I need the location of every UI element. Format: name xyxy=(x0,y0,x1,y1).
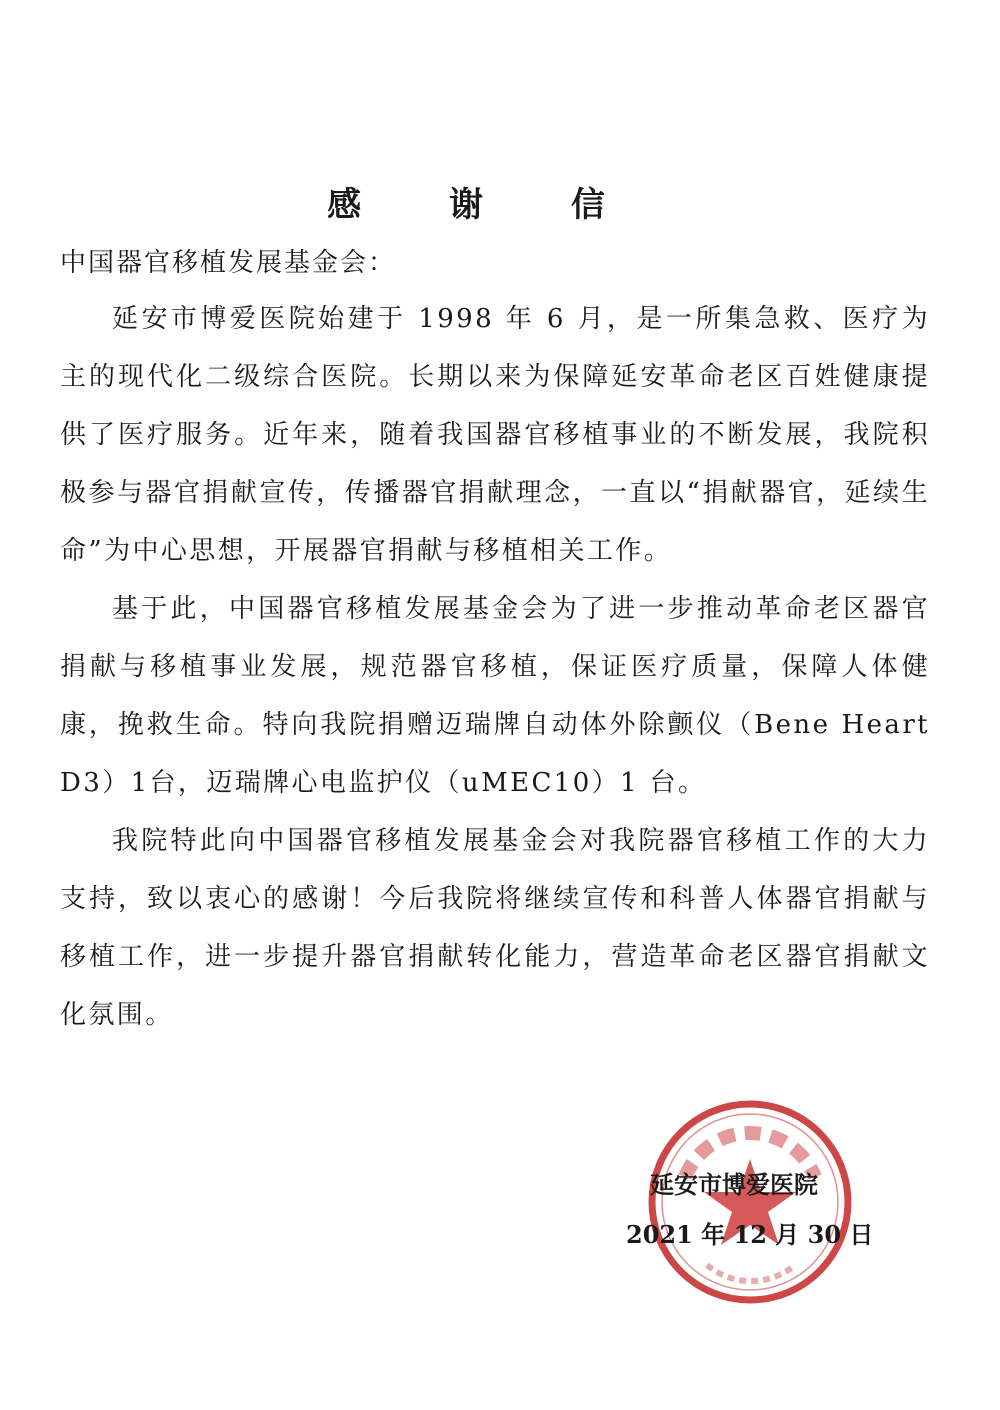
paragraph-thanks: 我院特此向中国器官移植发展基金会对我院器官移植工作的大力支持，致以衷心的感谢！今后我院将继续宣传和科普人体器官捐献与移植工作，进一步提升器官捐献转化能力，营造革命老区器官捐献文化氛围。 xyxy=(60,826,930,1030)
signature-block xyxy=(626,1160,880,1260)
letter-body xyxy=(60,290,930,1044)
signature-organization: 延安市博爱医院 xyxy=(650,1170,818,1199)
salutation: 中国器官移植发展基金会： xyxy=(60,248,397,278)
paragraph-intro: 延安市博爱医院始建于 1998 年 6 月，是一所集急救、医疗为主的现代化二级综合医院。长期以来为保障延安革命老区百姓健康提供了医疗服务。近年来，随着我国器官移植事业的不断发展，我院积极参与器官捐献宣传，传播器官捐献理念，一直以“捐献器官，延续生命”为中心思想，开展器官捐献与移植相关工作。 xyxy=(60,304,930,566)
paragraph-donation: 基于此，中国器官移植发展基金会为了进一步推动革命老区器官捐献与移植事业发展，规范器官移植，保证医疗质量，保障人体健康，挽救生命。特向我院捐赠迈瑞牌自动体外除颤仪（Bene Heart D3）1台，迈瑞牌心电监护仪（uMEC10）1 台。 xyxy=(60,594,930,798)
signature-date: 2021 年 12 月 30 日 xyxy=(626,1220,874,1249)
letter-title: 感 谢 信 xyxy=(327,185,643,225)
